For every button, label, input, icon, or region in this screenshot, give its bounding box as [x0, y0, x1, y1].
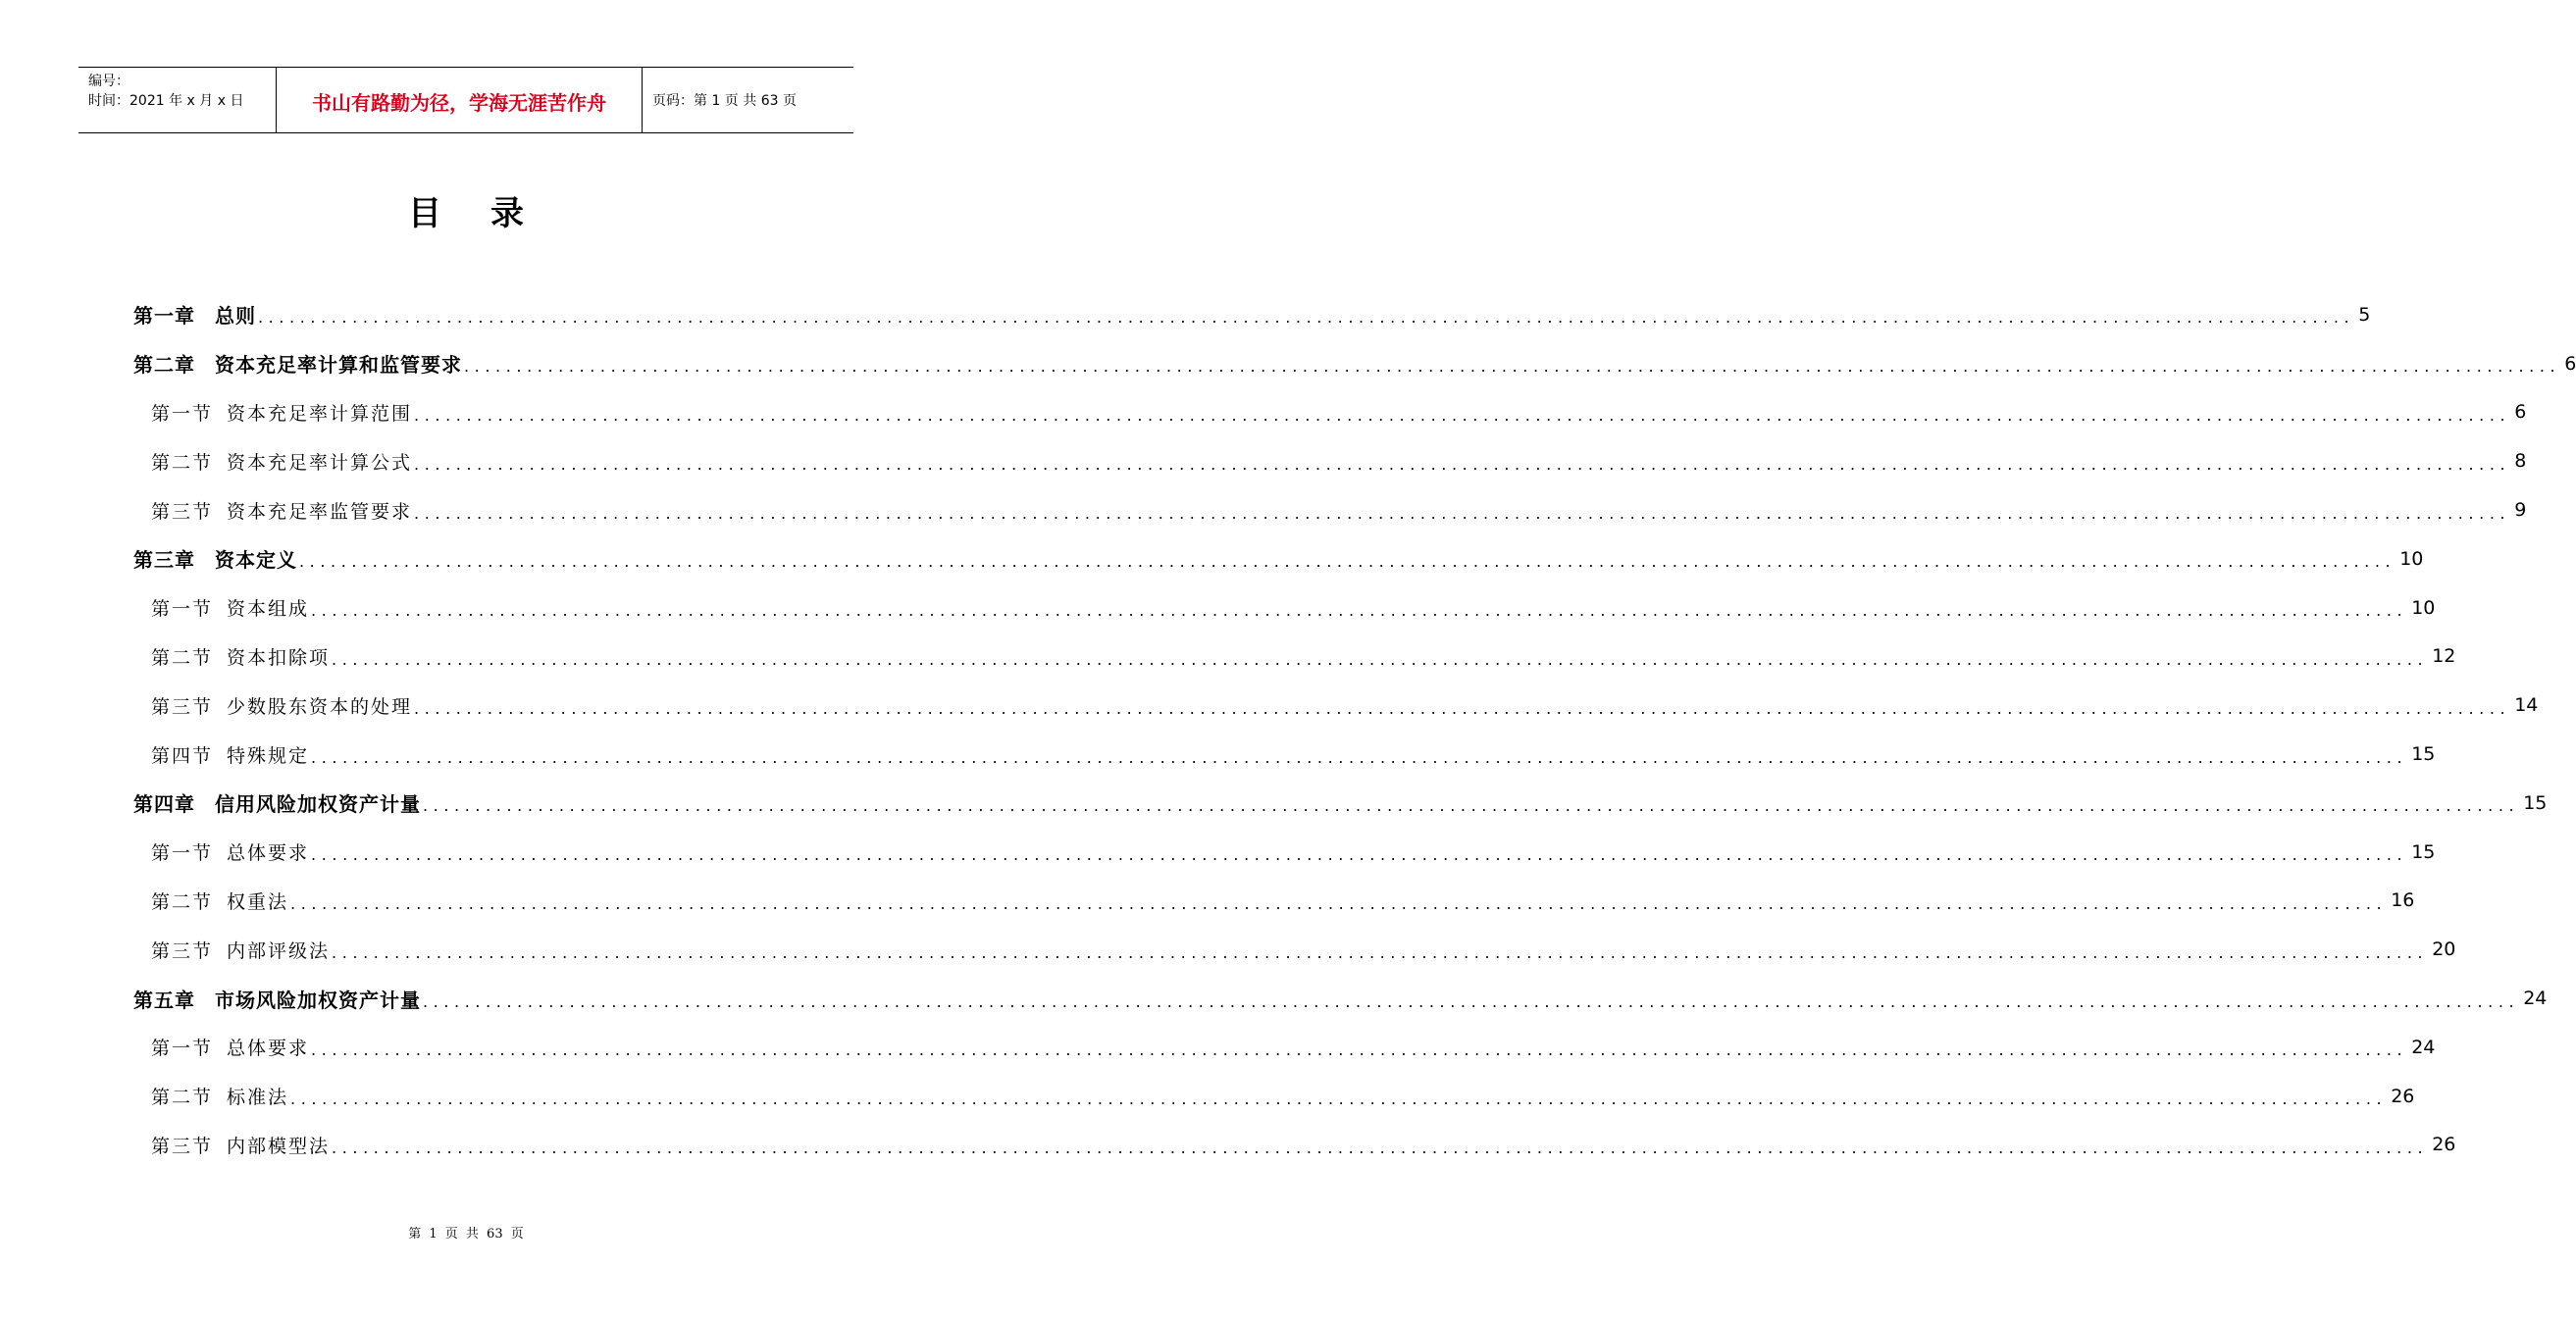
toc-entry-label — [133, 788, 421, 817]
header-page-info: 页码：第 1 页 共 63 页 — [652, 93, 797, 109]
header-meta — [78, 68, 277, 132]
toc-entry-number: 第二章 — [133, 353, 195, 378]
toc-chapter-entry[interactable] — [133, 534, 2424, 583]
toc-dot-leader: ........................................................................................................................................................................................................ — [332, 942, 2429, 962]
toc-entry-title: 资本充足率计算和监管要求 — [215, 353, 462, 378]
toc-entry-label — [133, 300, 256, 329]
toc-dot-leader: ........................................................................................................................................................................................................ — [332, 1138, 2429, 1157]
toc-entry-title: 市场风险加权资产计量 — [215, 988, 421, 1012]
toc-dot-leader: ........................................................................................................................................................................................................ — [464, 357, 2561, 377]
toc-section-entry[interactable] — [133, 436, 2527, 485]
toc-entry-page-number: 15 — [2411, 840, 2436, 863]
toc-entry-title: 标准法 — [227, 1087, 289, 1109]
toc-entry-number: 第一章 — [133, 304, 195, 329]
toc-entry-page-number: 10 — [2411, 596, 2436, 619]
toc-entry-page-number: 12 — [2432, 645, 2456, 668]
toc-entry-title: 资本组成 — [227, 598, 310, 621]
toc-dot-leader: ........................................................................................................................................................................................................ — [414, 698, 2511, 718]
header-motto-cell — [277, 68, 643, 132]
toc-section-entry[interactable] — [133, 1072, 2415, 1121]
toc-entry-title: 资本充足率计算公式 — [227, 451, 413, 474]
toc-entry-label — [151, 937, 330, 963]
page-title: 目录 — [408, 194, 573, 233]
toc-section-entry[interactable] — [133, 1121, 2456, 1170]
page-footer: 第 1 页 共 63 页 — [408, 1227, 524, 1242]
page-header — [78, 67, 853, 133]
toc-entry-number: 第一节 — [151, 1038, 214, 1060]
toc-entry-number: 第二节 — [151, 451, 214, 474]
toc-entry-page-number: 9 — [2514, 499, 2527, 522]
toc-entry-label — [151, 692, 412, 719]
toc-entry-number: 第一节 — [151, 842, 214, 865]
toc-dot-leader: ........................................................................................................................................................................................................ — [311, 1040, 2408, 1060]
toc-section-entry[interactable] — [133, 730, 2436, 779]
toc-dot-leader: ........................................................................................................................................................................................................ — [311, 601, 2408, 621]
toc-chapter-entry[interactable] — [133, 290, 2371, 339]
toc-dot-leader: ........................................................................................................................................................................................................ — [423, 991, 2520, 1011]
toc-entry-label — [151, 1083, 288, 1109]
toc-entry-page-number: 20 — [2432, 938, 2456, 961]
toc-entry-page-number: 6 — [2564, 352, 2576, 375]
toc-entry-label — [151, 643, 330, 670]
toc-dot-leader: ........................................................................................................................................................................................................ — [258, 308, 2355, 328]
toc-entry-title: 资本定义 — [215, 548, 297, 573]
toc-entry-number: 第三节 — [151, 500, 214, 523]
toc-entry-label — [133, 349, 462, 378]
toc-section-entry[interactable] — [133, 1023, 2436, 1072]
toc-dot-leader: ........................................................................................................................................................................................................ — [290, 1090, 2388, 1109]
toc-entry-page-number: 14 — [2514, 694, 2539, 717]
toc-entry-label — [151, 1132, 330, 1158]
toc-entry-number: 第四节 — [151, 744, 214, 767]
toc-entry-page-number: 5 — [2358, 303, 2371, 326]
toc-entry-title: 少数股东资本的处理 — [227, 695, 413, 718]
toc-entry-label — [151, 1034, 309, 1060]
toc-dot-leader: ........................................................................................................................................................................................................ — [332, 649, 2429, 669]
toc-entry-number: 第三章 — [133, 548, 195, 573]
toc-section-entry[interactable] — [133, 925, 2456, 974]
toc-entry-number: 第五章 — [133, 988, 195, 1012]
toc-entry-number: 第三节 — [151, 695, 214, 718]
toc-entry-number: 第三节 — [151, 939, 214, 962]
toc-dot-leader: ........................................................................................................................................................................................................ — [290, 893, 2388, 913]
toc-entry-page-number: 24 — [2411, 1036, 2436, 1058]
toc-section-entry[interactable] — [133, 388, 2527, 437]
toc-entry-number: 第四章 — [133, 792, 195, 817]
toc-entry-number: 第一节 — [151, 402, 214, 425]
toc-section-entry[interactable] — [133, 828, 2436, 877]
toc-entry-title: 内部评级法 — [227, 939, 331, 962]
toc-entry-label — [151, 399, 412, 426]
toc-section-entry[interactable] — [133, 681, 2539, 730]
document-time-label: 时间：2021 年 x 月 x 日 — [88, 93, 244, 109]
toc-dot-leader: ........................................................................................................................................................................................................ — [311, 845, 2408, 865]
document-number-label: 编号： — [88, 74, 129, 89]
toc-entry-title: 信用风险加权资产计量 — [215, 792, 421, 817]
toc-entry-label — [151, 594, 309, 621]
toc-entry-page-number: 10 — [2399, 547, 2424, 570]
toc-entry-label — [151, 838, 309, 865]
toc-entry-number: 第二节 — [151, 646, 214, 669]
toc-entry-title: 总体要求 — [227, 842, 310, 865]
toc-entry-page-number: 8 — [2514, 450, 2527, 473]
toc-entry-page-number: 15 — [2411, 743, 2436, 766]
toc-entry-title: 权重法 — [227, 890, 289, 913]
header-motto: 书山有路勤为径，学海无涯苦作舟 — [312, 90, 606, 115]
toc-entry-label — [151, 887, 288, 914]
toc-dot-leader: ........................................................................................................................................................................................................ — [423, 796, 2520, 816]
toc-entry-title: 内部模型法 — [227, 1135, 331, 1157]
toc-entry-label — [133, 544, 297, 573]
toc-entry-page-number: 15 — [2523, 791, 2548, 814]
toc-entry-title: 资本充足率计算范围 — [227, 402, 413, 425]
toc-dot-leader: ........................................................................................................................................................................................................ — [414, 503, 2511, 523]
toc-entry-number: 第三节 — [151, 1135, 214, 1157]
toc-dot-leader: ........................................................................................................................................................................................................ — [414, 454, 2511, 474]
toc-entry-page-number: 6 — [2514, 401, 2527, 424]
toc-dot-leader: ........................................................................................................................................................................................................ — [311, 747, 2408, 767]
toc-section-entry[interactable] — [133, 583, 2436, 633]
toc-entry-number: 第二节 — [151, 1087, 214, 1109]
toc-entry-title: 总体要求 — [227, 1038, 310, 1060]
toc-section-entry[interactable] — [133, 877, 2415, 926]
toc-entry-number: 第二节 — [151, 890, 214, 913]
toc-entry-number: 第一节 — [151, 598, 214, 621]
toc-chapter-entry[interactable] — [133, 974, 2548, 1023]
toc-section-entry[interactable] — [133, 485, 2527, 534]
toc-entry-page-number: 26 — [2391, 1085, 2415, 1107]
toc-chapter-entry[interactable] — [133, 339, 2576, 388]
toc-entry-title: 资本充足率监管要求 — [227, 500, 413, 523]
toc-entry-label — [151, 497, 412, 524]
toc-entry-title: 特殊规定 — [227, 744, 310, 767]
toc-entry-page-number: 16 — [2391, 889, 2415, 912]
toc-dot-leader: ........................................................................................................................................................................................................ — [299, 552, 2396, 572]
table-of-contents — [133, 290, 2576, 1169]
toc-entry-label — [151, 448, 412, 475]
toc-dot-leader: ........................................................................................................................................................................................................ — [414, 405, 2511, 425]
toc-entry-title: 总则 — [215, 304, 256, 329]
toc-section-entry[interactable] — [133, 633, 2456, 682]
toc-entry-label — [133, 985, 421, 1013]
toc-entry-label — [151, 741, 309, 768]
toc-entry-page-number: 26 — [2432, 1134, 2456, 1156]
toc-chapter-entry[interactable] — [133, 779, 2548, 828]
toc-entry-title: 资本扣除项 — [227, 646, 331, 669]
toc-entry-page-number: 24 — [2523, 988, 2548, 1010]
